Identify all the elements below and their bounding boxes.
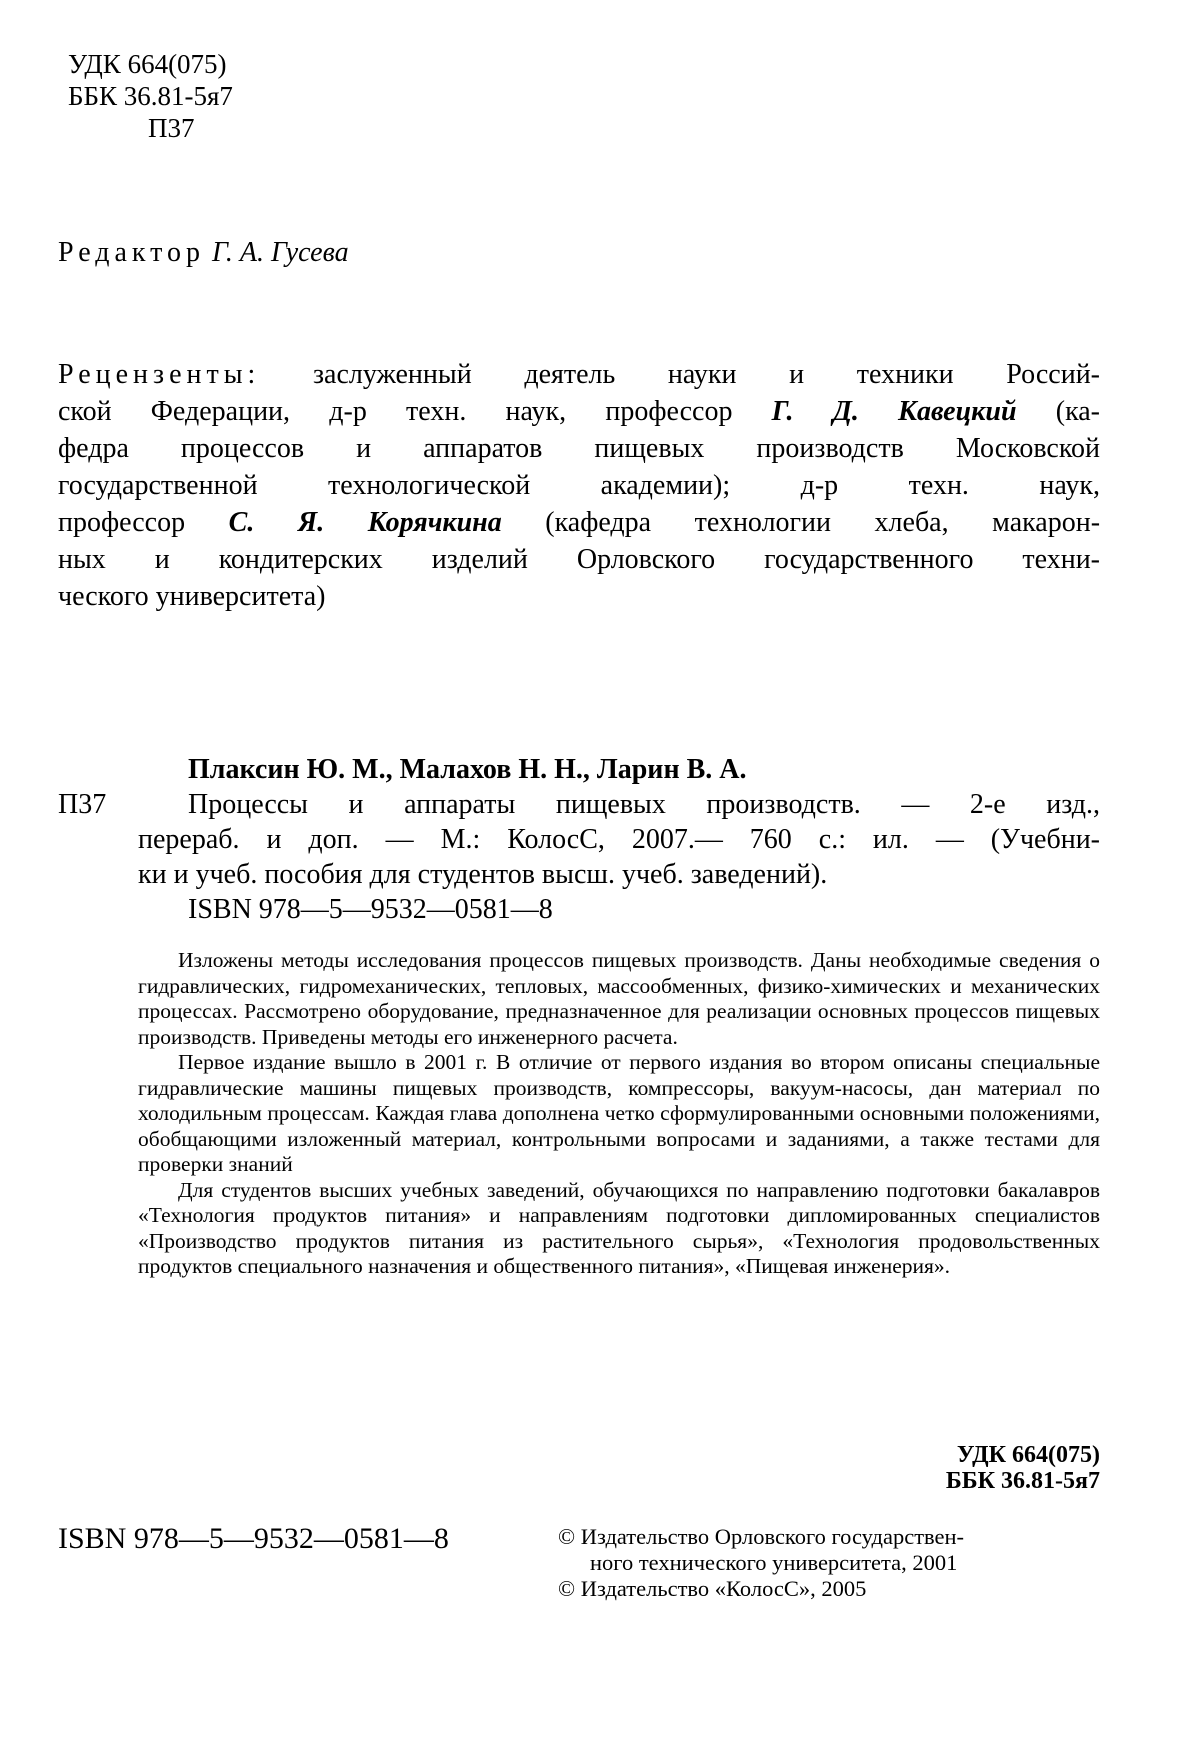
reviewers-text: (ка- xyxy=(1055,396,1101,427)
isbn: ISBN 978—5—9532—0581—8 xyxy=(188,894,553,925)
series-details: ки и учеб. пособия для студентов высш. учеб. заведений). xyxy=(138,859,828,890)
editor-credit xyxy=(58,236,349,270)
annotation-paragraph: Первое издание вышло в 2001 г. В отличие от первого издания во втором описаны специальные гидравлические машины пищевых производств, компрессоры, вакуум-насосы, дан материал по холодильным процессам. Каждая глава дополнена четко сформулированными основными положениями, обобщающими изложенный материал, контрольными вопросами и заданиями, а также тестами для проверки знаний xyxy=(138,1050,1100,1176)
bbk-code: ББК 36.81-5я7 xyxy=(68,81,233,111)
reviewer-name: С. Я. Корячкина xyxy=(228,507,502,538)
reviewers-block xyxy=(58,356,1100,615)
reviewers-text: ных и кондитерских изделий Орловского государственного техни- xyxy=(58,544,1100,575)
bibliographic-record xyxy=(58,752,1100,927)
publication-details: перераб. и доп. — М.: КолосС, 2007.— 760 с.: ил. — (Учебни- xyxy=(138,824,1100,855)
reviewers-text: федра процессов и аппаратов пищевых производств Московской xyxy=(58,433,1100,464)
annotation-paragraph: Для студентов высших учебных заведений, обучающихся по направлению подготовки бакалавров «Технология продуктов питания» и направлениям подготовки дипломированных специалистов «Производство продуктов питания из растительного сырья», «Технология продовольственных продуктов специального назначения и общественного питания», «Пищевая инженерия». xyxy=(138,1177,1100,1278)
udk-code: УДК 664(075) xyxy=(956,1442,1100,1468)
book-title-line: Процессы и аппараты пищевых производств. — 2-е изд., xyxy=(188,789,1100,820)
authors: Плаксин Ю. М., Малахов Н. Н., Ларин В. А. xyxy=(188,754,747,785)
annotation-paragraph: Изложены методы исследования процессов пищевых производств. Даны необходимые сведения о гидравлических, гидромеханических, тепловых, массообменных, физико-химических и механических процессах. Рассмотрено оборудование, предназначенное для реализации основных процессов пищевых производств. Приведены методы его инженерного расчета. xyxy=(138,948,1100,1049)
isbn-bottom: ISBN 978—5—9532—0581—8 xyxy=(58,1522,449,1555)
bbk-code: ББК 36.81-5я7 xyxy=(945,1468,1100,1494)
editor-name: Г. А. Гусева xyxy=(212,237,349,268)
udk-code: УДК 664(075) xyxy=(68,49,227,79)
reviewers-label: Рецензенты: xyxy=(58,359,261,390)
reviewer-name: Г. Д. Кавецкий xyxy=(771,396,1017,427)
classification-codes-top xyxy=(68,48,233,144)
copyright-line: ного технического университета, 2001 xyxy=(590,1550,958,1575)
editor-label: Редактор xyxy=(58,237,206,268)
reviewers-text: ческого университета) xyxy=(58,581,326,612)
shelf-mark: П37 xyxy=(58,789,107,820)
annotation xyxy=(138,948,1100,1280)
classification-codes-bottom xyxy=(946,1442,1100,1494)
copyright-line: © Издательство Орловского государствен- xyxy=(558,1524,965,1549)
shelf-mark: П37 xyxy=(148,113,195,143)
copyright-notice xyxy=(558,1524,1100,1602)
reviewers-text: (кафедра технологии хлеба, макарон- xyxy=(545,507,1101,538)
copyright-line: © Издательство «КолосС», 2005 xyxy=(558,1576,867,1601)
reviewers-text: профессор xyxy=(58,507,186,538)
reviewers-text: ской Федерации, д-р техн. наук, профессор xyxy=(58,396,733,427)
reviewers-text: государственной технологической академии); д-р техн. наук, xyxy=(58,470,1100,501)
reviewers-text: заслуженный деятель науки и техники Россий- xyxy=(312,359,1100,390)
